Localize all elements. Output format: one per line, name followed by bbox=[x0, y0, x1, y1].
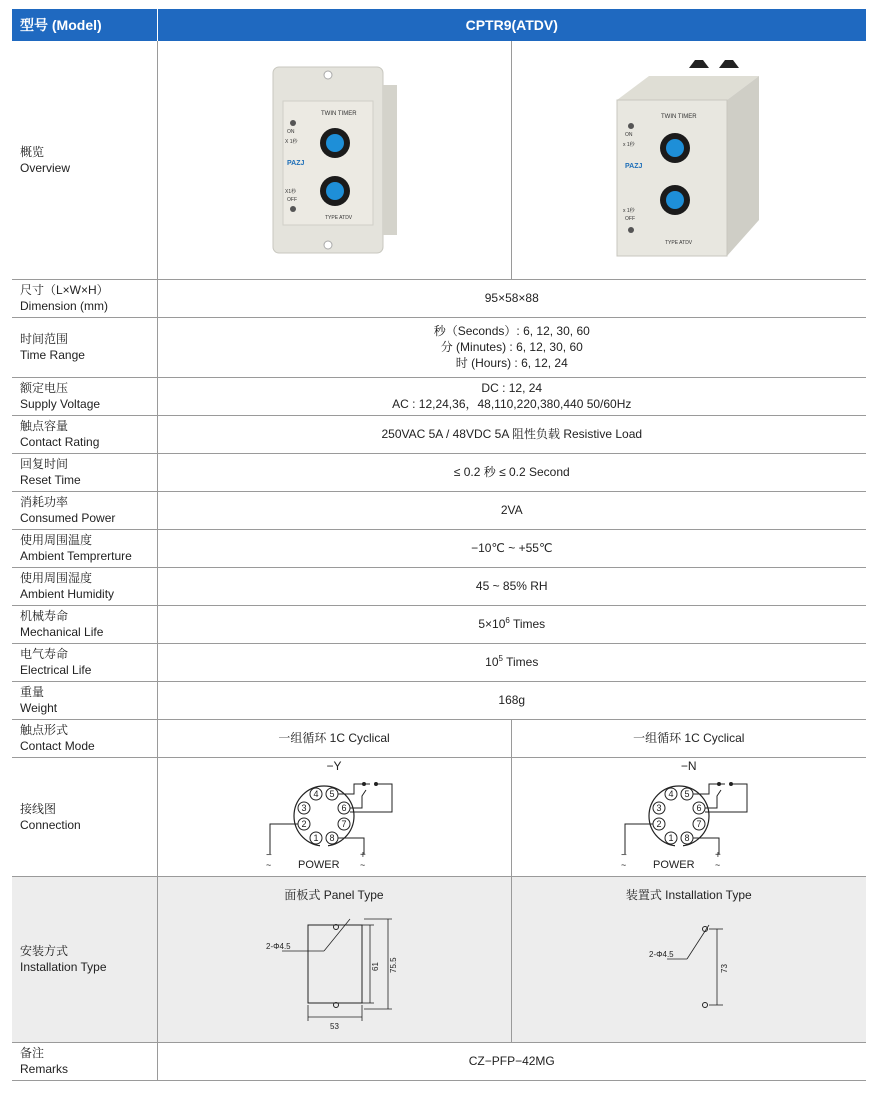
model-value: CPTR9(ATDV) bbox=[157, 9, 866, 41]
connection-right-caption: −N bbox=[680, 758, 697, 773]
timer-din-mount-image bbox=[609, 60, 769, 260]
connection-label: 接线图 Connection bbox=[12, 757, 157, 876]
svg-text:OFF: OFF bbox=[624, 215, 635, 222]
timer-panel-mount-image bbox=[269, 65, 399, 255]
contact-mode-right: 一组循环 1C Cyclical bbox=[511, 719, 866, 757]
svg-text:ON: ON bbox=[287, 128, 295, 135]
contact-mode-row bbox=[12, 719, 866, 757]
svg-text:75.5: 75.5 bbox=[389, 956, 398, 973]
svg-text:x 1秒: x 1秒 bbox=[622, 141, 635, 148]
pin-3-label: 3 bbox=[656, 802, 662, 813]
svg-text:x 1秒: x 1秒 bbox=[622, 207, 635, 214]
svg-text:TYPE ATDV: TYPE ATDV bbox=[325, 214, 353, 221]
ambient-humidity-label: 使用周围湿度 Ambient Humidity bbox=[12, 567, 157, 605]
remarks-value: CZ−PFP−42MG bbox=[157, 1042, 866, 1080]
pin-6-label: 6 bbox=[341, 802, 347, 813]
mechanical-life-value: $5\times 10^6$ Times bbox=[157, 605, 866, 643]
svg-text:2-Φ4.5: 2-Φ4.5 bbox=[648, 949, 674, 959]
svg-text:OFF: OFF bbox=[287, 196, 297, 203]
installation-label: 安装方式 Installation Type bbox=[12, 876, 157, 1042]
overview-left bbox=[157, 41, 511, 279]
svg-text:ON: ON bbox=[624, 131, 633, 138]
pin-2-label: 2 bbox=[656, 818, 662, 829]
weight-label: 重量 Weight bbox=[12, 681, 157, 719]
pin-2-label: 2 bbox=[301, 818, 307, 829]
svg-text:61: 61 bbox=[371, 961, 380, 971]
dimension-row bbox=[12, 279, 866, 317]
consumed-power-value: 2VA bbox=[157, 491, 866, 529]
dimension-value: 95×58×88 bbox=[157, 279, 866, 317]
pin-6-label: 6 bbox=[696, 802, 702, 813]
connection-left-caption: −Y bbox=[326, 758, 342, 773]
svg-text:+: + bbox=[714, 849, 721, 861]
pin-4-label: 4 bbox=[668, 788, 674, 799]
contact-mode-label: 触点形式 Contact Mode bbox=[12, 719, 157, 757]
svg-text:~: ~ bbox=[620, 859, 627, 870]
electrical-life-label: 电气寿命 Electrical Life bbox=[12, 643, 157, 681]
ambient-temp-value: −10℃ ~ +55℃ bbox=[157, 529, 866, 567]
svg-text:−: − bbox=[620, 849, 627, 861]
svg-text:PAZJ: PAZJ bbox=[624, 162, 643, 170]
connection-right bbox=[511, 757, 866, 876]
mechanical-life-label: 机械寿命 Mechanical Life bbox=[12, 605, 157, 643]
installation-right-caption: 装置式 Installation Type bbox=[625, 887, 752, 902]
svg-text:~: ~ bbox=[714, 859, 721, 870]
consumed-power-row bbox=[12, 491, 866, 529]
ambient-humidity-value: 45 ~ 85% RH bbox=[157, 567, 866, 605]
overview-right bbox=[511, 41, 866, 279]
time-range-label: 时间范围 Time Range bbox=[12, 317, 157, 377]
contact-rating-value: 250VAC 5A / 48VDC 5A 阻性负载 Resistive Load bbox=[157, 415, 866, 453]
contact-rating-label: 触点容量 Contact Rating bbox=[12, 415, 157, 453]
remarks-label: 备注 Remarks bbox=[12, 1042, 157, 1080]
ambient-temp-row bbox=[12, 529, 866, 567]
svg-text:−: − bbox=[266, 849, 272, 861]
overview-label: 概览 Overview bbox=[12, 41, 157, 279]
consumed-power-label: 消耗功率 Consumed Power bbox=[12, 491, 157, 529]
time-range-row bbox=[12, 317, 866, 377]
wiring-diagram-y bbox=[254, 776, 414, 872]
pin-1-label: 1 bbox=[313, 832, 319, 843]
dimension-label: 尺寸（L×W×H） Dimension (mm) bbox=[12, 279, 157, 317]
connection-row bbox=[12, 757, 866, 876]
pin-7-label: 7 bbox=[341, 818, 347, 829]
installation-left bbox=[157, 876, 511, 1042]
svg-text:2-Φ4.5: 2-Φ4.5 bbox=[266, 941, 291, 951]
contact-rating-row bbox=[12, 415, 866, 453]
pin-4-label: 4 bbox=[313, 788, 319, 799]
svg-text:POWER: POWER bbox=[298, 858, 340, 871]
svg-text:53: 53 bbox=[330, 1021, 339, 1031]
pin-5-label: 5 bbox=[684, 788, 690, 799]
header-row bbox=[12, 9, 866, 41]
remarks-row bbox=[12, 1042, 866, 1080]
svg-text:POWER: POWER bbox=[652, 858, 695, 871]
pin-1-label: 1 bbox=[668, 832, 674, 843]
electrical-life-row bbox=[12, 643, 866, 681]
model-label: 型号 (Model) bbox=[12, 9, 157, 41]
svg-text:~: ~ bbox=[266, 859, 272, 870]
overview-row bbox=[12, 41, 866, 279]
svg-text:~: ~ bbox=[360, 859, 366, 870]
pin-8-label: 8 bbox=[329, 832, 335, 843]
svg-text:TWIN TIMER: TWIN TIMER bbox=[321, 110, 357, 117]
svg-text:X 1秒: X 1秒 bbox=[285, 138, 298, 145]
panel-type-drawing bbox=[254, 905, 414, 1033]
spec-table bbox=[12, 9, 866, 1081]
svg-text:PAZJ: PAZJ bbox=[287, 159, 305, 167]
supply-voltage-label: 额定电压 Supply Voltage bbox=[12, 377, 157, 415]
reset-time-row bbox=[12, 453, 866, 491]
reset-time-label: 回复时间 Reset Time bbox=[12, 453, 157, 491]
svg-text:TWIN TIMER: TWIN TIMER bbox=[660, 113, 697, 120]
weight-row bbox=[12, 681, 866, 719]
pin-8-label: 8 bbox=[684, 832, 690, 843]
installation-row bbox=[12, 876, 866, 1042]
svg-text:X1秒: X1秒 bbox=[285, 188, 297, 195]
contact-mode-left: 一组循环 1C Cyclical bbox=[157, 719, 511, 757]
pin-5-label: 5 bbox=[329, 788, 335, 799]
pin-7-label: 7 bbox=[696, 818, 702, 829]
installation-type-drawing bbox=[609, 905, 769, 1033]
weight-value: 168g bbox=[157, 681, 866, 719]
svg-text:+: + bbox=[360, 849, 366, 861]
svg-text:73: 73 bbox=[719, 963, 729, 973]
installation-right bbox=[511, 876, 866, 1042]
ambient-humidity-row bbox=[12, 567, 866, 605]
pin-3-label: 3 bbox=[301, 802, 307, 813]
electrical-life-value: $10^5$ Times bbox=[157, 643, 866, 681]
supply-voltage-row bbox=[12, 377, 866, 415]
reset-time-value: ≤ 0.2 秒 ≤ 0.2 Second bbox=[157, 453, 866, 491]
time-range-value: 秒（Seconds）: 6, 12, 30, 60 分 (Minutes) : 6, 12, 30, 60 时 (Hours) : 6, 12, 24 bbox=[157, 317, 866, 377]
installation-left-caption: 面板式 Panel Type bbox=[284, 887, 384, 902]
supply-voltage-value: DC : 12, 24 AC : 12,24,36，48,110,220,380,440 50/60Hz bbox=[157, 377, 866, 415]
svg-text:TYPE ATDV: TYPE ATDV bbox=[664, 239, 692, 246]
mechanical-life-row bbox=[12, 605, 866, 643]
connection-left bbox=[157, 757, 511, 876]
ambient-temp-label: 使用周围温度 Ambient Temprerture bbox=[12, 529, 157, 567]
wiring-diagram-n bbox=[609, 776, 769, 872]
